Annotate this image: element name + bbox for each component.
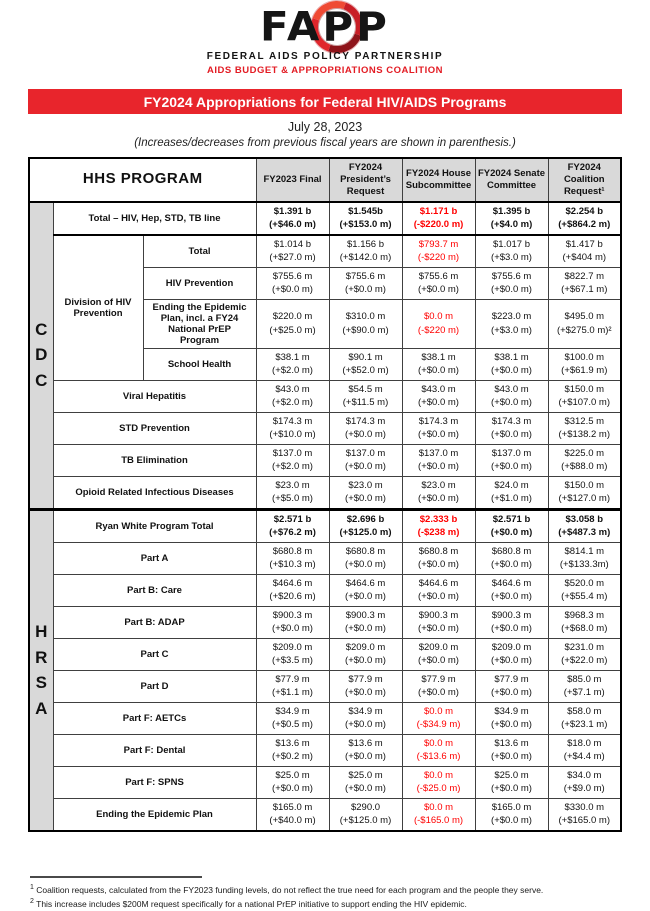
- value-cell: $34.9 m (+$0.5 m): [256, 702, 329, 734]
- value-cell: $2.571 b (+$76.2 m): [256, 509, 329, 542]
- group-label: Division of HIV Prevention: [53, 235, 143, 381]
- value-cell: $18.0 m (+$4.4 m): [548, 734, 621, 766]
- table-row: [29, 202, 621, 235]
- page-title: FY2024 Appropriations for Federal HIV/AIDS Programs: [143, 94, 507, 110]
- value-cell: $2.696 b (+$125.0 m): [329, 509, 402, 542]
- value-cell: $520.0 m (+$55.4 m): [548, 574, 621, 606]
- value-cell: $13.6 m (+$0.0 m): [329, 734, 402, 766]
- value-cell: $822.7 m (+$67.1 m): [548, 267, 621, 299]
- value-cell: $34.0 m (+$9.0 m): [548, 766, 621, 798]
- table-row: [29, 574, 621, 606]
- program-label: Total: [143, 235, 256, 268]
- value-cell: $793.7 m (-$220 m): [402, 235, 475, 268]
- value-cell: $0.0 m (-$25.0 m): [402, 766, 475, 798]
- value-cell: $1.417 b (+$404 m): [548, 235, 621, 268]
- value-cell: $755.6 m (+$0.0 m): [402, 267, 475, 299]
- program-label: Part B: ADAP: [53, 606, 256, 638]
- value-cell: $25.0 m (+$0.0 m): [329, 766, 402, 798]
- value-cell: $137.0 m (+$0.0 m): [402, 444, 475, 476]
- value-cell: $77.9 m (+$0.0 m): [402, 670, 475, 702]
- value-cell: $1.156 b (+$142.0 m): [329, 235, 402, 268]
- value-cell: $1.391 b (+$46.0 m): [256, 202, 329, 235]
- value-cell: $209.0 m (+$0.0 m): [329, 638, 402, 670]
- value-cell: $223.0 m (+$3.0 m): [475, 299, 548, 348]
- program-label: HIV Prevention: [143, 267, 256, 299]
- value-cell: $54.5 m (+$11.5 m): [329, 380, 402, 412]
- value-cell: $814.1 m (+$133.3m): [548, 542, 621, 574]
- value-cell: $43.0 m (+$0.0 m): [475, 380, 548, 412]
- value-cell: $100.0 m (+$61.9 m): [548, 348, 621, 380]
- table-row: [29, 638, 621, 670]
- value-cell: $968.3 m (+$68.0 m): [548, 606, 621, 638]
- program-label: School Health: [143, 348, 256, 380]
- value-cell: $13.6 m (+$0.2 m): [256, 734, 329, 766]
- value-cell: $34.9 m (+$0.0 m): [475, 702, 548, 734]
- value-cell: $0.0 m (-$220 m): [402, 299, 475, 348]
- value-cell: $464.6 m (+$0.0 m): [329, 574, 402, 606]
- footnote-1-marker: 1: [30, 883, 34, 891]
- value-cell: $23.0 m (+$0.0 m): [402, 476, 475, 509]
- value-cell: $0.0 m (-$165.0 m): [402, 798, 475, 831]
- footnote-2: [30, 897, 650, 911]
- program-label: STD Prevention: [53, 412, 256, 444]
- value-cell: $90.1 m (+$52.0 m): [329, 348, 402, 380]
- hhs-program-header: HHS PROGRAM: [29, 158, 256, 202]
- table-row: [29, 380, 621, 412]
- agency-label-cdc: C D C: [29, 202, 53, 510]
- value-cell: $330.0 m (+$165.0 m): [548, 798, 621, 831]
- value-cell: $38.1 m (+$2.0 m): [256, 348, 329, 380]
- value-cell: $137.0 m (+$0.0 m): [329, 444, 402, 476]
- logo-acronym: FAPP: [260, 3, 390, 50]
- program-label: TB Elimination: [53, 444, 256, 476]
- column-header: FY2023 Final: [256, 158, 329, 202]
- value-cell: $38.1 m (+$0.0 m): [402, 348, 475, 380]
- value-cell: $43.0 m (+$0.0 m): [402, 380, 475, 412]
- footnote-1-text: Coalition requests, calculated from the FY2023 funding levels, do not reflect the true need for each program and the people they serve.: [36, 884, 544, 895]
- program-label: Total – HIV, Hep, STD, TB line: [53, 202, 256, 235]
- table-row: [29, 766, 621, 798]
- program-label: Part A: [53, 542, 256, 574]
- value-cell: $225.0 m (+$88.0 m): [548, 444, 621, 476]
- table-body: [29, 202, 621, 831]
- value-cell: $220.0 m (+$25.0 m): [256, 299, 329, 348]
- table-row: [29, 509, 621, 542]
- fapp-logo: [0, 0, 650, 82]
- value-cell: $231.0 m (+$22.0 m): [548, 638, 621, 670]
- value-cell: $2.571 b (+$0.0 m): [475, 509, 548, 542]
- value-cell: $77.9 m (+$0.0 m): [475, 670, 548, 702]
- value-cell: $25.0 m (+$0.0 m): [475, 766, 548, 798]
- value-cell: $2.333 b (-$238 m): [402, 509, 475, 542]
- table-row: [29, 444, 621, 476]
- logo-org-name: FEDERAL AIDS POLICY PARTNERSHIP: [206, 51, 444, 62]
- value-cell: $150.0 m (+$107.0 m): [548, 380, 621, 412]
- value-cell: $174.3 m (+$0.0 m): [329, 412, 402, 444]
- value-cell: $755.6 m (+$0.0 m): [475, 267, 548, 299]
- value-cell: $1.171 b (-$220.0 m): [402, 202, 475, 235]
- value-cell: $13.6 m (+$0.0 m): [475, 734, 548, 766]
- table-row: [29, 235, 621, 268]
- value-cell: $310.0 m (+$90.0 m): [329, 299, 402, 348]
- date-line: July 28, 2023: [287, 120, 363, 134]
- value-cell: $900.3 m (+$0.0 m): [402, 606, 475, 638]
- value-cell: $495.0 m (+$275.0 m)²: [548, 299, 621, 348]
- value-cell: $58.0 m (+$23.1 m): [548, 702, 621, 734]
- value-cell: $0.0 m (-$34.9 m): [402, 702, 475, 734]
- value-cell: $464.6 m (+$0.0 m): [475, 574, 548, 606]
- footnote-separator: [30, 876, 202, 878]
- table-row: [29, 798, 621, 831]
- footnote-2-text: This increase includes $200M request specifically for a national PrEP initiative to support ending the HIV epidemic.: [36, 898, 467, 909]
- value-cell: $209.0 m (+$0.0 m): [475, 638, 548, 670]
- program-label: Part F: AETCs: [53, 702, 256, 734]
- value-cell: $137.0 m (+$0.0 m): [475, 444, 548, 476]
- program-label: Opioid Related Infectious Diseases: [53, 476, 256, 509]
- table-row: [29, 412, 621, 444]
- value-cell: $2.254 b (+$864.2 m): [548, 202, 621, 235]
- value-cell: $38.1 m (+$0.0 m): [475, 348, 548, 380]
- value-cell: $900.3 m (+$0.0 m): [256, 606, 329, 638]
- value-cell: $209.0 m (+$0.0 m): [402, 638, 475, 670]
- value-cell: $43.0 m (+$2.0 m): [256, 380, 329, 412]
- value-cell: $290.0 (+$125.0 m): [329, 798, 402, 831]
- value-cell: $680.8 m (+$0.0 m): [329, 542, 402, 574]
- column-header: FY2024 Senate Committee: [475, 158, 548, 202]
- program-label: Part D: [53, 670, 256, 702]
- column-header: FY2024 House Subcommittee: [402, 158, 475, 202]
- value-cell: $680.8 m (+$0.0 m): [475, 542, 548, 574]
- value-cell: $755.6 m (+$0.0 m): [329, 267, 402, 299]
- program-label: Part F: SPNS: [53, 766, 256, 798]
- value-cell: $680.8 m (+$10.3 m): [256, 542, 329, 574]
- value-cell: $34.9 m (+$0.0 m): [329, 702, 402, 734]
- value-cell: $165.0 m (+$0.0 m): [475, 798, 548, 831]
- value-cell: $3.058 b (+$487.3 m): [548, 509, 621, 542]
- table-row: [29, 670, 621, 702]
- value-cell: $174.3 m (+$0.0 m): [402, 412, 475, 444]
- table-row: [29, 476, 621, 509]
- value-cell: $464.6 m (+$20.6 m): [256, 574, 329, 606]
- value-cell: $0.0 m (-$13.6 m): [402, 734, 475, 766]
- value-cell: $77.9 m (+$1.1 m): [256, 670, 329, 702]
- value-cell: $900.3 m (+$0.0 m): [329, 606, 402, 638]
- table-row: [29, 734, 621, 766]
- value-cell: $755.6 m (+$0.0 m): [256, 267, 329, 299]
- value-cell: $137.0 m (+$2.0 m): [256, 444, 329, 476]
- column-header: FY2024 Coalition Request¹: [548, 158, 621, 202]
- column-header: FY2024 President’s Request: [329, 158, 402, 202]
- title-banner: [28, 89, 622, 114]
- agency-label-hrsa: H R S A: [29, 509, 53, 831]
- table-header-row: [29, 158, 621, 202]
- program-label: Part F: Dental: [53, 734, 256, 766]
- appropriations-table: [28, 157, 622, 832]
- program-label: Part C: [53, 638, 256, 670]
- value-cell: $1.014 b (+$27.0 m): [256, 235, 329, 268]
- value-cell: $24.0 m (+$1.0 m): [475, 476, 548, 509]
- table-row: [29, 702, 621, 734]
- footnote-2-marker: 2: [30, 897, 34, 905]
- program-label: Ryan White Program Total: [53, 509, 256, 542]
- program-label: Ending the Epidemic Plan: [53, 798, 256, 831]
- table-row: [29, 606, 621, 638]
- value-cell: $464.6 m (+$0.0 m): [402, 574, 475, 606]
- value-cell: $209.0 m (+$3.5 m): [256, 638, 329, 670]
- value-cell: $85.0 m (+$7.1 m): [548, 670, 621, 702]
- value-cell: $1.017 b (+$3.0 m): [475, 235, 548, 268]
- footnote-1: [30, 883, 650, 897]
- value-cell: $174.3 m (+$0.0 m): [475, 412, 548, 444]
- value-cell: $25.0 m (+$0.0 m): [256, 766, 329, 798]
- program-label: Ending the Epidemic Plan, incl. a FY24 National PrEP Program: [143, 299, 256, 348]
- value-cell: $150.0 m (+$127.0 m): [548, 476, 621, 509]
- value-cell: $1.545b (+$153.0 m): [329, 202, 402, 235]
- value-cell: $165.0 m (+$40.0 m): [256, 798, 329, 831]
- value-cell: $1.395 b (+$4.0 m): [475, 202, 548, 235]
- program-label: Part B: Care: [53, 574, 256, 606]
- program-label: Viral Hepatitis: [53, 380, 256, 412]
- value-cell: $312.5 m (+$138.2 m): [548, 412, 621, 444]
- value-cell: $174.3 m (+$10.0 m): [256, 412, 329, 444]
- value-cell: $23.0 m (+$5.0 m): [256, 476, 329, 509]
- value-cell: $900.3 m (+$0.0 m): [475, 606, 548, 638]
- value-cell: $23.0 m (+$0.0 m): [329, 476, 402, 509]
- table-row: [29, 542, 621, 574]
- parenthesis-note: (Increases/decreases from previous fiscal years are shown in parenthesis.): [134, 137, 516, 149]
- logo-coalition-name: AIDS BUDGET & APPROPRIATIONS COALITION: [207, 65, 443, 76]
- value-cell: $680.8 m (+$0.0 m): [402, 542, 475, 574]
- value-cell: $77.9 m (+$0.0 m): [329, 670, 402, 702]
